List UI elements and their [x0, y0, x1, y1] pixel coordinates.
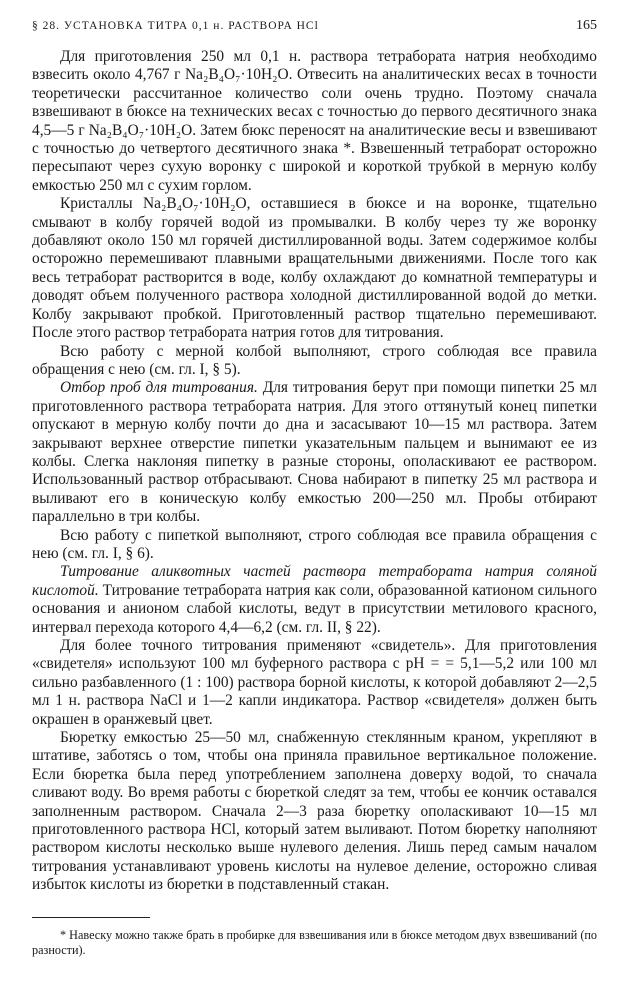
sampling-heading: Отбор проб для титрования.	[60, 379, 258, 397]
paragraph-burette: Бюретку емкостью 25—50 мл, снабженную стеклянным краном, укрепляют в штативе, заботясь о том, чтобы она приняла правильное вертикальное положение. Если бюретка была перед употреблением заполнена доверху водой, то сначала сливают воду. Во время работы с бюреткой следят за тем, чтобы ее кончик оставался заполненным раствором. Сначала 2—3 раза бюретку ополаскивают 10—15 мл приготовленного раствора HCl, который затем выливают. Потом бюретку наполняют раствором кислоты несколько выше нулевого деления. Лишь перед самым началом титрования устанавливают уровень кислоты на нулевое деление, осторожно сливая избыток кислоты из бюретки в подставленный стакан.	[32, 729, 597, 894]
paragraph-flask-rules: Всю работу с мерной колбой выполняют, строго соблюдая все правила обращения с нею (см. гл. I, § 5).	[32, 342, 597, 378]
paragraph-titration	[32, 563, 597, 637]
titration-text: Титрование тетрабората натрия как соли, образованной катионом сильного основания и анионом слабой кислоты, ведут в присутствии метилового красного, интервал перехода которого 4,4—6,2 (см. гл. II, § 22).	[32, 581, 597, 636]
footnote: * Навеску можно также брать в пробирке для взвешивания или в бюксе методом двух взвешиваний (по разности).	[32, 927, 597, 957]
paragraph-sampling	[32, 379, 597, 526]
main-text	[32, 48, 597, 895]
titration-heading: Титрование аликвотных частей раствора тетрабората натрия соляной кислотой.	[32, 563, 597, 599]
paragraph-witness: Для более точного титрования применяют «свидетель». Для приготовления «свидетеля» используют 100 мл буферного раствора с pH = = 5,1—5,2 или 100 мл сильно разбавленного (1 : 100) раствора борной кислоты, к которой добавляют 2—2,5 мл 1 н. раствора NaCl и 1—2 капли индикатора. Раствор «свидетеля» должен быть окрашен в оранжевый цвет.	[32, 637, 597, 728]
page-number: 165	[576, 18, 597, 33]
header-title: § 28. УСТАНОВКА ТИТРА 0,1 н. РАСТВОРА HCl	[32, 20, 319, 32]
paragraph-preparation: Для приготовления 250 мл 0,1 н. раствора тетрабората натрия необходимо взвесить около 4,767 г Na₂B₄O₇·10H₂O. Отвесить на аналитических весах в точности теоретически рассчитанное количество соли очень трудно. Поэтому сначала взвешивают в бюксе на технических весах с точностью до первого десятичного знака 4,5—5 г Na₂B₄O₇·10H₂O. Затем бюкс переносят на аналитические весы и взвешивают с точностью до четвертого десятичного знака *. Взвешенный тетраборат осторожно пересыпают через сухую воронку с широкой и короткой трубкой в мерную колбу емкостью 250 мл с сухим горлом.	[32, 48, 597, 194]
paragraph-pipette-rules: Всю работу с пипеткой выполняют, строго соблюдая все правила обращения с нею (см. гл. I, § 6).	[32, 526, 597, 562]
running-header	[32, 18, 597, 34]
paragraph-crystals: Кристаллы Na₂B₄O₇·10H₂O, оставшиеся в бюксе и на воронке, тщательно смывают в колбу горячей водой из промывалки. В колбу через ту же воронку добавляют около 150 мл горячей дистиллированной воды. Затем содержимое колбы осторожно перемешивают плавными вращательными движениями. После того как весь тетраборат растворится в воде, колбу охлаждают до комнатной температуры и доводят объем полученного раствора холодной дистиллированной водой до метки. Колбу закрывают пробкой. Приготовленный раствор тщательно перемешивают. После этого раствор тетрабората натрия готов для титрования.	[32, 195, 597, 342]
sampling-text: Для титрования берут при помощи пипетки 25 мл приготовленного раствора тетрабората натрия. Для этого оттянутый конец пипетки опускают в мерную колбу почти до дна и засасывают 10—15 мл раствора. Затем закрывают верхнее отверстие пипетки указательным пальцем и вынимают ее из колбы. Слегка наклоняя пипетку в разные стороны, ополаскивают ее раствором. Использованный раствор отбрасывают. Снова набирают в пипетку 25 мл раствора и выливают его в коническую колбу емкостью 200—250 мл. Пробы отбирают параллельно в три колбы.	[32, 379, 597, 526]
footnote-divider	[32, 917, 150, 918]
